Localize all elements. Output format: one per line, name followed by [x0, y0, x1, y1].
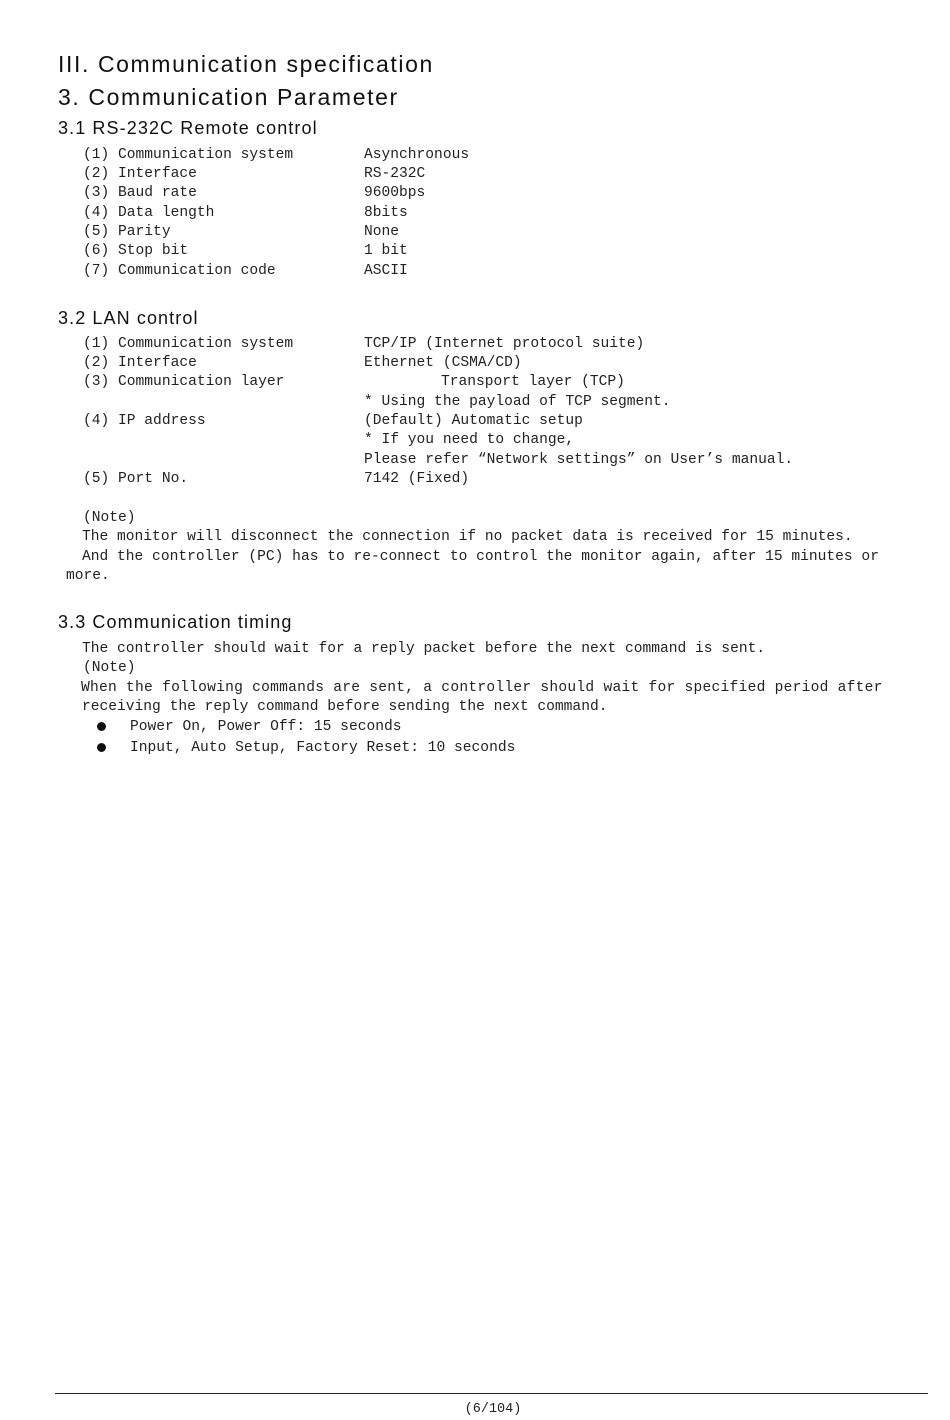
lan-row [83, 394, 943, 413]
parameter-value: 7142 (Fixed) [364, 471, 470, 487]
timing-note-title: (Note) [83, 660, 136, 676]
parameter-label: (2) Interface [83, 166, 197, 182]
rs232c-row [83, 166, 943, 185]
rs232c-row [83, 185, 943, 204]
parameter-value: RS-232C [364, 166, 426, 182]
parameter-label: (1) Communication system [83, 147, 294, 163]
parameter-label: (3) Baud rate [83, 185, 197, 201]
parameter-value: Ethernet (CSMA/CD) [364, 355, 522, 371]
parameter-value: (Default) Automatic setup [364, 413, 583, 429]
rs232c-heading: 3.1 RS-232C Remote control [58, 118, 318, 138]
parameter-label: (6) Stop bit [83, 243, 189, 259]
parameter-label: (2) Interface [83, 355, 197, 371]
lan-row [83, 336, 943, 355]
parameter-value: 8bits [364, 205, 408, 221]
parameter-value: TCP/IP (Internet protocol suite) [364, 336, 645, 352]
rs232c-row [83, 147, 943, 166]
rs232c-row [83, 224, 943, 243]
lan-note-line: The monitor will disconnect the connection if no packet data is received for 15 minutes. [82, 529, 853, 545]
parameter-label: (1) Communication system [83, 336, 294, 352]
parameter-value: None [364, 224, 400, 240]
parameter-value: * If you need to change, [364, 432, 575, 448]
timing-intro: The controller should wait for a reply packet before the next command is sent. [82, 641, 766, 657]
lan-row [83, 413, 943, 432]
footer-divider [55, 1393, 928, 1394]
timing-note-line: When the following commands are sent, a controller should wait for specified period after [81, 680, 883, 696]
parameter-value: ASCII [364, 263, 408, 279]
timing-heading: 3.3 Communication timing [58, 612, 293, 632]
bullet-icon [97, 722, 106, 731]
parameter-value: * Using the payload of TCP segment. [364, 394, 671, 410]
rs232c-row [83, 243, 943, 262]
parameter-label: (5) Port No. [83, 471, 189, 487]
parameter-value: 9600bps [364, 185, 426, 201]
lan-row [83, 432, 943, 451]
parameter-value: Please refer “Network settings” on User’s manual. [364, 452, 794, 468]
lan-heading: 3.2 LAN control [58, 308, 199, 328]
list-item: Input, Auto Setup, Factory Reset: 10 seconds [130, 740, 516, 756]
bullet-icon [97, 743, 106, 752]
lan-note-title: (Note) [83, 510, 136, 526]
rs232c-row [83, 263, 943, 282]
lan-row [83, 452, 943, 471]
lan-note-line: And the controller (PC) has to re-connect to control the monitor again, after 15 minutes or [82, 549, 879, 565]
list-item: Power On, Power Off: 15 seconds [130, 719, 402, 735]
parameter-label: (7) Communication code [83, 263, 276, 279]
parameter-value: 1 bit [364, 243, 408, 259]
lan-row [83, 471, 943, 490]
chapter-title: III. Communication specification [58, 51, 434, 77]
parameter-label: (4) Data length [83, 205, 215, 221]
lan-row [83, 374, 943, 393]
parameter-label: (4) IP address [83, 413, 206, 429]
parameter-value: Asynchronous [364, 147, 470, 163]
rs232c-row [83, 205, 943, 224]
lan-note-line: more. [66, 568, 110, 584]
parameter-value: Transport layer (TCP) [441, 374, 625, 390]
parameter-label: (5) Parity [83, 224, 171, 240]
page-number: (6/104) [464, 1402, 522, 1417]
section-title: 3. Communication Parameter [58, 84, 399, 110]
parameter-label: (3) Communication layer [83, 374, 285, 390]
timing-note-line: receiving the reply command before sending the next command. [82, 699, 608, 715]
lan-row [83, 355, 943, 374]
